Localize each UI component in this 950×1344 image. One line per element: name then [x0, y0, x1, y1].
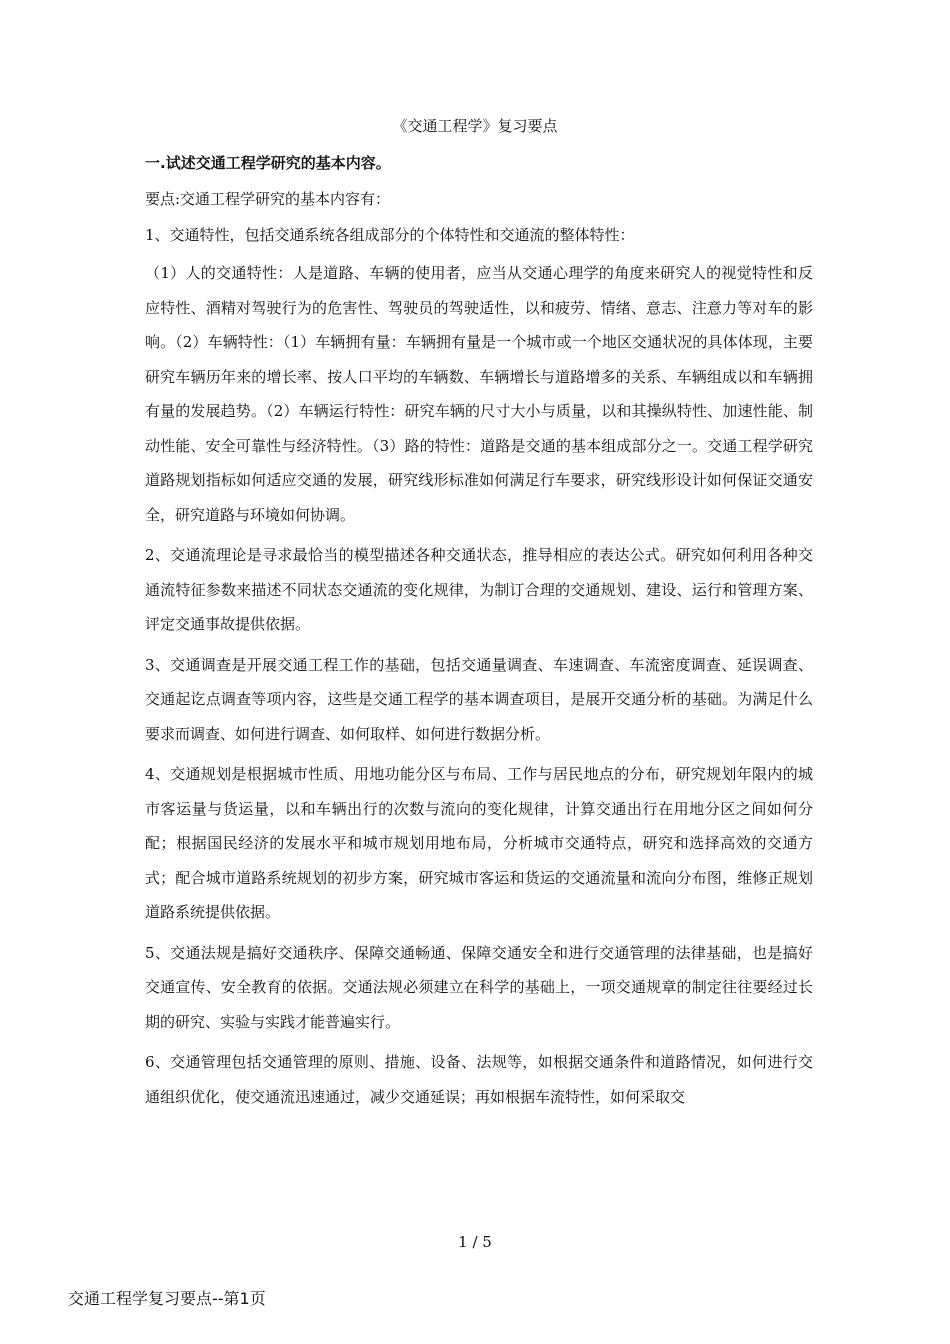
document-title: 《交通工程学》复习要点	[392, 117, 558, 135]
section-heading: 一.试述交通工程学研究的基本内容。	[145, 154, 391, 172]
intro-paragraph: 要点:交通工程学研究的基本内容有：	[145, 190, 391, 208]
document-body	[145, 148, 813, 1120]
item-2-paragraph: 2、交通流理论是寻求最恰当的模型描述各种交通状态，推导相应的表达公式。研究如何利用各种交通流特征参数来描述不同状态交通流的变化规律，为制订合理的交通规划、建设、运行和管理方案、评定交通事故提供依据。	[145, 546, 813, 633]
item-1-heading: 1、交通特性，包括交通系统各组成部分的个体特性和交通流的整体特性：	[145, 226, 635, 244]
item-5-paragraph: 5、交通法规是搞好交通秩序、保障交通畅通、保障交通安全和进行交通管理的法律基础，也是搞好交通宣传、安全教育的依据。交通法规必须建立在科学的基础上，一项交通规章的制定往往要经过长期的研究、实验与实践才能普遍实行。	[145, 943, 813, 1031]
page-number: 1 / 5	[458, 1233, 492, 1251]
item-3-paragraph: 3、交通调查是开展交通工程工作的基础，包括交通量调查、车速调查、车流密度调查、延误调查、交通起讫点调查等项内容，这些是交通工程学的基本调查项目，是展开交通分析的基础。为满足什么要求而调查、如何进行调查、如何取样、如何进行数据分析。	[145, 655, 813, 743]
footer-label: 交通工程学复习要点--第1页	[68, 1289, 266, 1308]
item-1-detail: （1）人的交通特性：人是道路、车辆的使用者，应当从交通心理学的角度来研究人的视觉特性和反应特性、酒精对驾驶行为的危害性、驾驶员的驾驶适性，以和疲劳、情绪、意志、注意力等对车的影响。（2）车辆特性：（1）车辆拥有量：车辆拥有量是一个城市或一个地区交通状况的具体体现，主要研究车辆历年来的增长率、按人口平均的车辆数、车辆增长与道路增多的关系、车辆组成以和车辆拥有量的发展趋势。（2）车辆运行特性：研究车辆的尺寸大小与质量，以和其操纵特性、加速性能、制动性能、安全可靠性与经济特性。（3）路的特性：道路是交通的基本组成部分之一。交通工程学研究道路规划指标如何适应交通的发展，研究线形标准如何满足行车要求，研究线形设计如何保证交通安全，研究道路与环境如何协调。	[145, 264, 813, 524]
item-6-paragraph: 6、交通管理包括交通管理的原则、措施、设备、法规等，如根据交通条件和道路情况，如何进行交通组织优化，使交通流迅速通过，减少交通延误；再如根据车流特性，如何采取交	[145, 1053, 813, 1106]
item-4-paragraph: 4、交通规划是根据城市性质、用地功能分区与布局、工作与居民地点的分布，研究规划年限内的城市客运量与货运量，以和车辆出行的次数与流向的变化规律，计算交通出行在用地分区之间如何分配；根据国民经济的发展水平和城市规划用地布局，分析城市交通特点，研究和选择高效的交通方式；配合城市道路系统规划的初步方案，研究城市客运和货运的交通流量和流向分布图，维修正规划道路系统提供依据。	[145, 765, 813, 921]
